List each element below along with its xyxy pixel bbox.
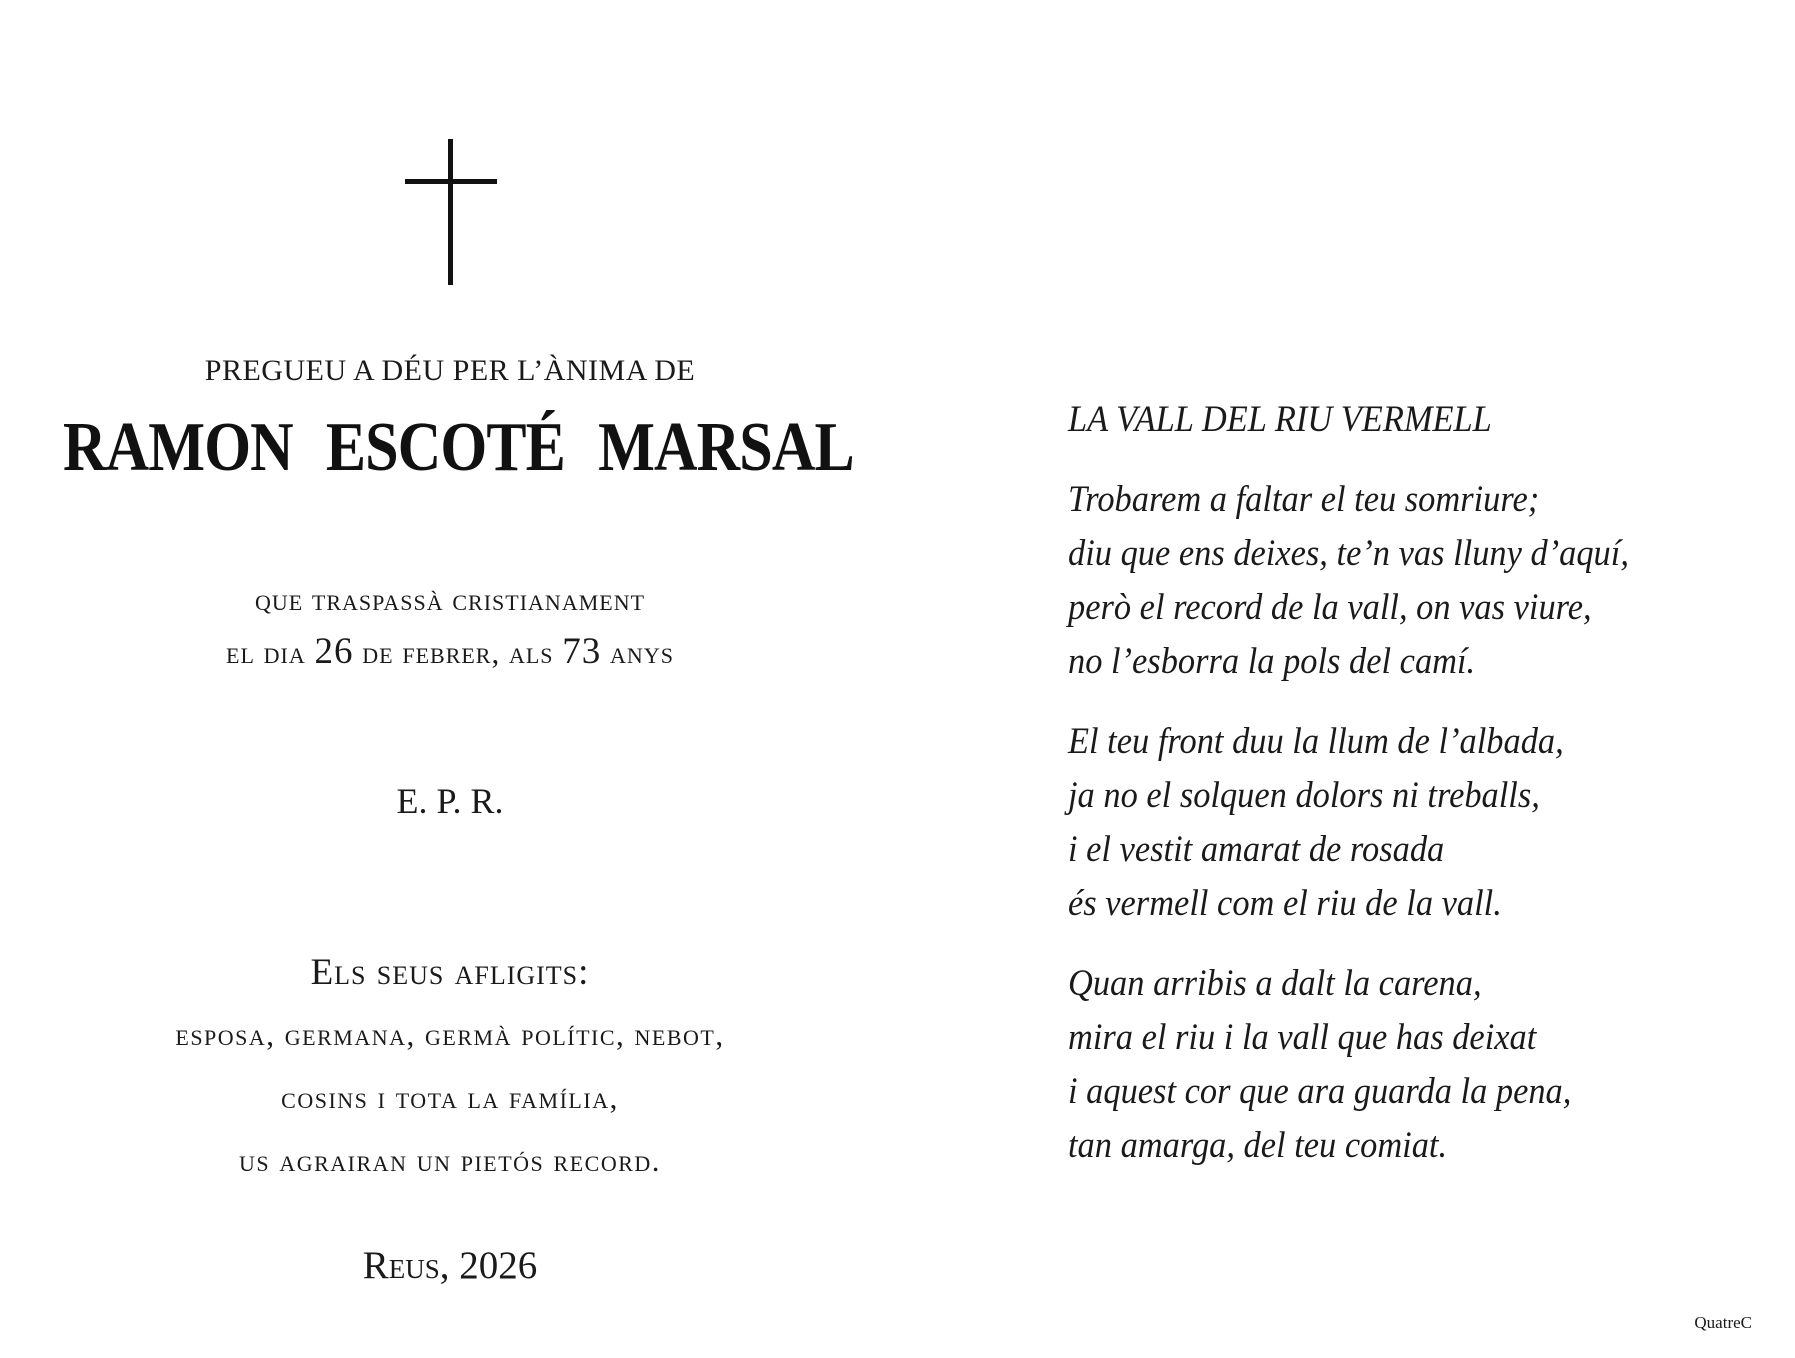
mourners-line-3: us agrairan un pietós record. — [238, 1143, 662, 1178]
printer-credit: QuatreC — [1694, 1313, 1752, 1332]
mourners-line-1: esposa, germana, germà polític, nebot, — [175, 1017, 725, 1052]
rip-text: E. P. R. — [396, 781, 504, 821]
poem-line: però el record de la vall, on vas viure, — [1068, 587, 1592, 628]
death-day: 26 — [314, 631, 354, 672]
poem-line: tan amarga, del teu comiat. — [1068, 1125, 1448, 1166]
mourners-title: Els seus afligits: — [310, 952, 590, 993]
poem-stanza-1 — [1068, 473, 1629, 689]
prayer-heading: PREGUEU A DÉU PER L’ÀNIMA DE — [204, 354, 696, 387]
poem-stanza-2 — [1068, 715, 1564, 931]
poem-line: mira el riu i la vall que has deixat — [1068, 1017, 1537, 1058]
mourners-line-2: cosins i tota la família, — [281, 1080, 619, 1115]
poem-line: és vermell com el riu de la vall. — [1068, 883, 1502, 924]
poem-title: LA VALL DEL RIU VERMELL — [1068, 399, 1492, 440]
poem-panel — [1068, 0, 1768, 1358]
cross-icon — [405, 139, 497, 285]
poem-line: Trobarem a faltar el teu somriure; — [1068, 479, 1540, 520]
poem-line: ja no el solquen dolors ni treballs, — [1068, 775, 1540, 816]
poem-stanza-3 — [1068, 957, 1571, 1173]
poem-line: no l’esborra la pols del camí. — [1068, 641, 1476, 682]
poem-line: Quan arribis a dalt la carena, — [1068, 963, 1482, 1004]
death-line-2: el dia 26 de febrer, als 73 anys — [226, 631, 674, 672]
poem-line: diu que ens deixes, te’n vas lluny d’aquí, — [1068, 533, 1629, 574]
death-line-1: que traspassà cristianament — [254, 582, 646, 617]
death-age: 73 — [562, 631, 602, 672]
poem-line: El teu front duu la llum de l’albada, — [1068, 721, 1564, 762]
poem-line: i aquest cor que ara guarda la pena, — [1068, 1071, 1572, 1112]
place-date: Reus, 2026 — [362, 1244, 538, 1287]
deceased-name: RAMON ESCOTÉ MARSAL — [63, 409, 854, 486]
poem-line: i el vestit amarat de rosada — [1068, 829, 1445, 870]
